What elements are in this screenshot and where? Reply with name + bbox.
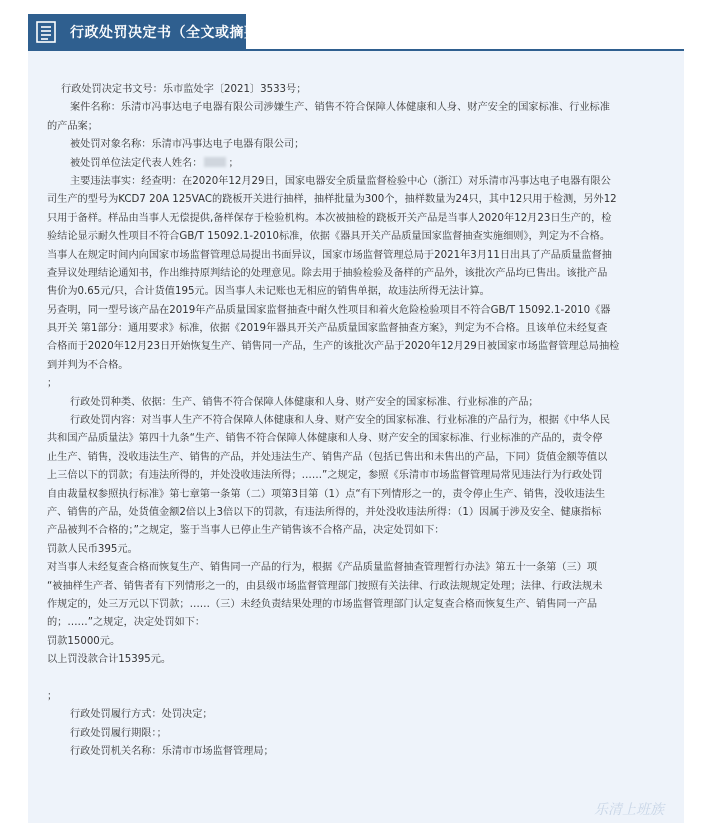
penalty-type-line: 行政处罚种类、依据：生产、销售不符合保障人体健康和人身、财产安全的国家标准、行业标准的产品； <box>70 396 539 408</box>
second-fine-line: 罚款15000元。 <box>47 635 121 647</box>
additional-facts-line: 合格而于2020年12月23日开始恢复生产、销售同一产品，生产的该批次产品于2020年12月29日被国家市场监督管理总局抽检 <box>47 341 620 353</box>
violation-facts-line: 只用于备样。样品由当事人无偿提供,备样保存于检验机构。本次被抽检的跷板开关产品是当事人2020年12月23日生产的，检 <box>47 212 612 224</box>
execution-deadline-line: 行政处罚履行期限：； <box>70 727 167 739</box>
penalty-content-line: 产、销售的产品，处货值金额2倍以上3倍以下的罚款，有违法所得的，并处没收违法所得：（1）因属于涉及安全、健康指标 <box>47 506 602 518</box>
penalty-content-line: 上三倍以下的罚款；有违法所得的，并处没收违法所得；……”之规定，参照《乐清市市场监督管理局常见违法行为行政处罚 <box>47 470 603 482</box>
execution-method-line: 行政处罚履行方式：处罚决定； <box>70 709 213 721</box>
document-icon <box>36 21 56 43</box>
legal-representative-end: ； <box>228 157 239 169</box>
additional-facts-line: 到并判为不合格。 <box>47 359 129 371</box>
penalty-content-line: 产品被判不合格的；”之规定，鉴于当事人已停止生产销售该不合格产品，决定处罚如下： <box>47 525 445 537</box>
spacer <box>47 670 669 688</box>
case-name-line-cont: 的产品案； <box>47 120 98 132</box>
document-panel <box>28 51 684 823</box>
additional-facts-line: 另查明，同一型号该产品在2019年产品质量国家监督抽查中耐久性项目和着火危险检验项目不符合GB/T 15092.1-2010《器 <box>47 304 611 316</box>
document-body <box>47 81 669 761</box>
additional-facts-line: 具开关 第1部分：通用要求》标准，依据《2019年器具开关产品质量国家监督抽查方案》，判定为不合格。且该单位未经复查 <box>47 323 608 335</box>
legal-representative-line <box>47 155 669 173</box>
violation-facts-line: 查异议处理结论通知书，作出维持原判结论的处理意见。除去用于抽验检验及备样的产品外，该批次产品均已售出。该批产品 <box>47 267 608 279</box>
separator-line: ； <box>47 690 58 702</box>
section-header <box>28 14 684 51</box>
violation-facts-line: 主要违法事实：经查明：在2020年12月29日，国家电器安全质量监督检验中心（浙江）对乐清市冯事达电子电器有限公 <box>70 175 611 187</box>
legal-representative-label: 被处罚单位法定代表人姓名： <box>70 157 203 169</box>
violation-facts-line: 当事人在规定时间内向国家市场监督管理总局提出书面异议，国家市场监督管理总局于2021年3月11日出具了产品质量监督抽 <box>47 249 612 261</box>
violation-facts-line: 司生产的型号为KCD7 20A 125VAC的跷板开关进行抽样，抽样批量为300个，抽样数量为24只，其中12只用于检测，另外12 <box>47 194 617 206</box>
penalty-content-line: 共和国产品质量法》第四十九条“生产、销售不符合保障人体健康和人身、财产安全的国家标准、行业标准的产品的，责令停 <box>47 433 603 445</box>
second-penalty-line: 的；……”之规定，决定处罚如下： <box>47 617 206 629</box>
penalty-content-line: 自由裁量权参照执行标准》第七章第一条第（二）项第3目第（1）点“有下列情形之一的，责令停止生产、销售，没收违法生 <box>47 488 606 500</box>
watermark: 乐清上班族 <box>594 802 664 818</box>
page-title: 行政处罚决定书（全文或摘要） <box>70 24 273 41</box>
header-tab <box>28 14 273 49</box>
redacted-name <box>204 157 226 167</box>
second-penalty-line: “被抽样生产者、销售者有下列情形之一的，由县级市场监督管理部门按照有关法律、行政法规规定处理；法律、行政法规未 <box>47 580 603 592</box>
fine-amount-line: 罚款人民币395元。 <box>47 543 138 555</box>
document-number-line: 行政处罚决定书文号：乐市监处字〔2021〕3533号； <box>61 84 307 95</box>
separator-line: ； <box>47 378 58 390</box>
case-name-line: 案件名称：乐清市冯事达电子电器有限公司涉嫌生产、销售不符合保障人体健康和人身、财产安全的国家标准、行业标准 <box>70 102 610 114</box>
second-penalty-line: 对当事人未经复查合格而恢复生产、销售同一产品的行为，根据《产品质量监督抽查管理暂行办法》第五十一条第（三）项 <box>47 562 598 574</box>
second-penalty-line: 作规定的，处三万元以下罚款；……（三）未经负责结果处理的市场监督管理部门认定复查合格而恢复生产、销售同一产品 <box>47 598 598 610</box>
violation-facts-line: 验结论显示耐久性项目不符合GB/T 15092.1-2010标准，依据《器具开关产品质量国家监督抽查实施细则》，判定为不合格。 <box>47 231 611 243</box>
penalty-content-line: 行政处罚内容：对当事人生产不符合保障人体健康和人身、财产安全的国家标准、行业标准的产品行为，根据《中华人民 <box>70 415 610 427</box>
penalized-party-line: 被处罚对象名称：乐清市冯事达电子电器有限公司； <box>70 139 305 151</box>
authority-name-line: 行政处罚机关名称：乐清市市场监督管理局； <box>70 746 274 758</box>
total-fine-line: 以上罚没款合计15395元。 <box>47 654 172 666</box>
violation-facts-line: 售价为0.65元/只，合计货值195元。因当事人未记账也无相应的销售单据，故违法所得无法计算。 <box>47 286 490 298</box>
penalty-content-line: 止生产、销售，没收违法生产、销售的产品，并处违法生产、销售产品（包括已售出和未售出的产品，下同）货值金额等值以 <box>47 451 608 463</box>
